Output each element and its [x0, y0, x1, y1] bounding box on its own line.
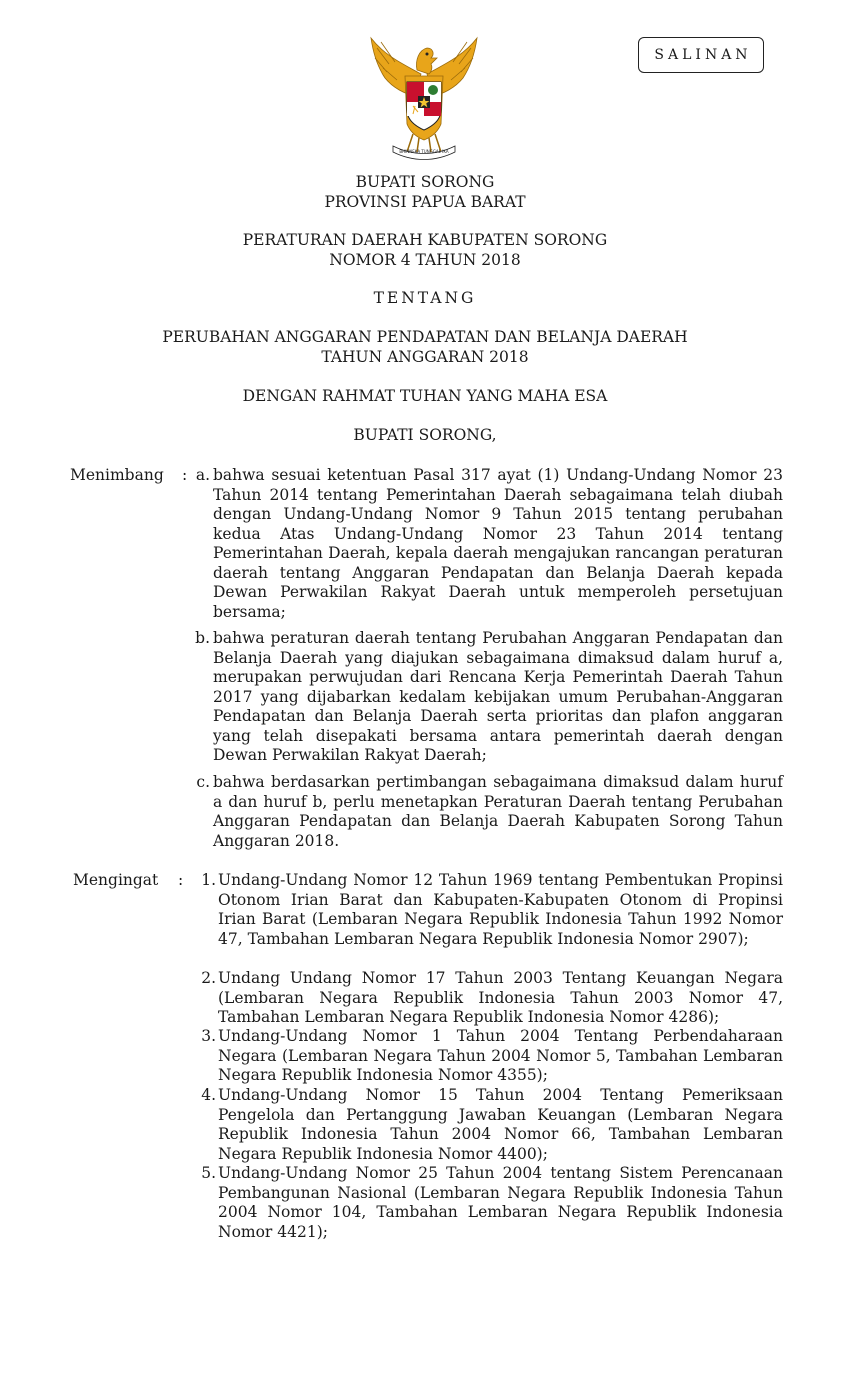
mengingat-marker-1: 1.	[201, 871, 216, 889]
menimbang-marker-c: c.	[196, 773, 210, 791]
mengingat-item-5: Undang-Undang Nomor 25 Tahun 2004 tentang Sistem Perencanaan Pembangunan Nasional (Lembaran Negara Republik Indonesia Tahun 2004 Nomor 104, Tambahan Lembaran Negara Republik Indonesia Nomor 4421);	[218, 1164, 783, 1241]
mengingat-item-2: Undang Undang Nomor 17 Tahun 2003 Tentang Keuangan Negara (Lembaran Negara Republik Indonesia Tahun 2003 Nomor 47, Tambahan Lembaran Negara Republik Indonesia Nomor 4286);	[218, 969, 783, 1026]
menimbang-colon: :	[182, 466, 188, 484]
menimbang-marker-a: a.	[195, 466, 210, 484]
subject-line-1: PERUBAHAN ANGGARAN PENDAPATAN DAN BELANJA DAERAH	[162, 328, 688, 346]
menimbang-item-b: bahwa peraturan daerah tentang Perubahan Anggaran Pendapatan dan Belanja Daerah yang diajukan sebagaimana dimaksud dalam huruf a, merupakan perwujudan dari Rencana Kerja Pemerintah Daerah Tahun 2017 yang dijabarkan kedalam kebijakan umum Perubahan-Anggaran Pendapatan dan Belanja Daerah serta prioritas dan plafon anggaran yang telah disepakati bersama antara pemerintah daerah dengan Dewan Perwakilan Rakyat Daerah;	[213, 629, 783, 764]
mengingat-marker-3: 3.	[201, 1027, 216, 1045]
pancasila-shield	[407, 82, 441, 130]
motto-text: BHINNEKA TUNGGAL IKA	[399, 149, 449, 154]
menimbang-item-c: bahwa berdasarkan pertimbangan sebagaimana dimaksud dalam huruf a dan huruf b, perlu menetapkan Peraturan Daerah tentang Perubahan Anggaran Pendapatan dan Belanja Daerah Kabupaten Sorong Tahun Anggaran 2018.	[213, 773, 783, 850]
subject-line-2: TAHUN ANGGARAN 2018	[321, 348, 529, 366]
mengingat-item-3: Undang-Undang Nomor 1 Tahun 2004 Tentang Perbendaharaan Negara (Lembaran Negara Tahun 2004 Nomor 5, Tambahan Lembaran Negara Republik Indonesia Nomor 4355);	[218, 1027, 783, 1084]
mengingat-label: Mengingat	[73, 871, 159, 889]
mengingat-marker-5: 5.	[201, 1164, 216, 1182]
mengingat-item-4: Undang-Undang Nomor 15 Tahun 2004 Tentang Pemeriksaan Pengelola dan Pertanggung Jawaban Keuangan (Lembaran Negara Republik Indonesia Tahun 2004 Nomor 66, Tambahan Lembaran Negara Republik Indonesia Nomor 4400);	[218, 1086, 783, 1163]
grace-line: DENGAN RAHMAT TUHAN YANG MAHA ESA	[242, 387, 608, 405]
regulation-title: PERATURAN DAERAH KABUPATEN SORONG	[242, 231, 608, 249]
salinan-stamp	[638, 37, 764, 73]
garuda-emblem	[363, 34, 485, 162]
issuer-line: BUPATI SORONG,	[353, 426, 497, 444]
menimbang-marker-b: b.	[195, 629, 210, 647]
province-title: PROVINSI PAPUA BARAT	[324, 193, 526, 211]
stamp-text: SALINAN	[654, 47, 752, 63]
office-title: BUPATI SORONG	[355, 173, 495, 191]
mengingat-marker-4: 4.	[201, 1086, 216, 1104]
regulation-number: NOMOR 4 TAHUN 2018	[329, 251, 521, 269]
mengingat-colon: :	[178, 871, 184, 889]
mengingat-item-1: Undang-Undang Nomor 12 Tahun 1969 tentang Pembentukan Propinsi Otonom Irian Barat dan Kabupaten-Kabupaten Otonom di Propinsi Irian Barat (Lembaran Negara Republik Indonesia Tahun 1992 Nomor 47, Tambahan Lembaran Negara Republik Indonesia Nomor 2907);	[218, 871, 783, 948]
about-heading: TENTANG	[373, 289, 477, 307]
menimbang-item-a: bahwa sesuai ketentuan Pasal 317 ayat (1) Undang-Undang Nomor 23 Tahun 2014 tentang Pemerintahan Daerah sebagaimana telah diubah dengan Undang-Undang Nomor 9 Tahun 2015 tentang perubahan kedua Atas Undang-Undang Nomor 23 Tahun 2014 tentang Pemerintahan Daerah, kepala daerah mengajukan rancangan peraturan daerah tentang Anggaran Pendapatan dan Belanja Daerah kepada Dewan Perwakilan Rakyat Daerah untuk memperoleh persetujuan bersama;	[213, 466, 783, 621]
mengingat-marker-2: 2.	[201, 969, 216, 987]
menimbang-label: Menimbang	[70, 466, 164, 484]
